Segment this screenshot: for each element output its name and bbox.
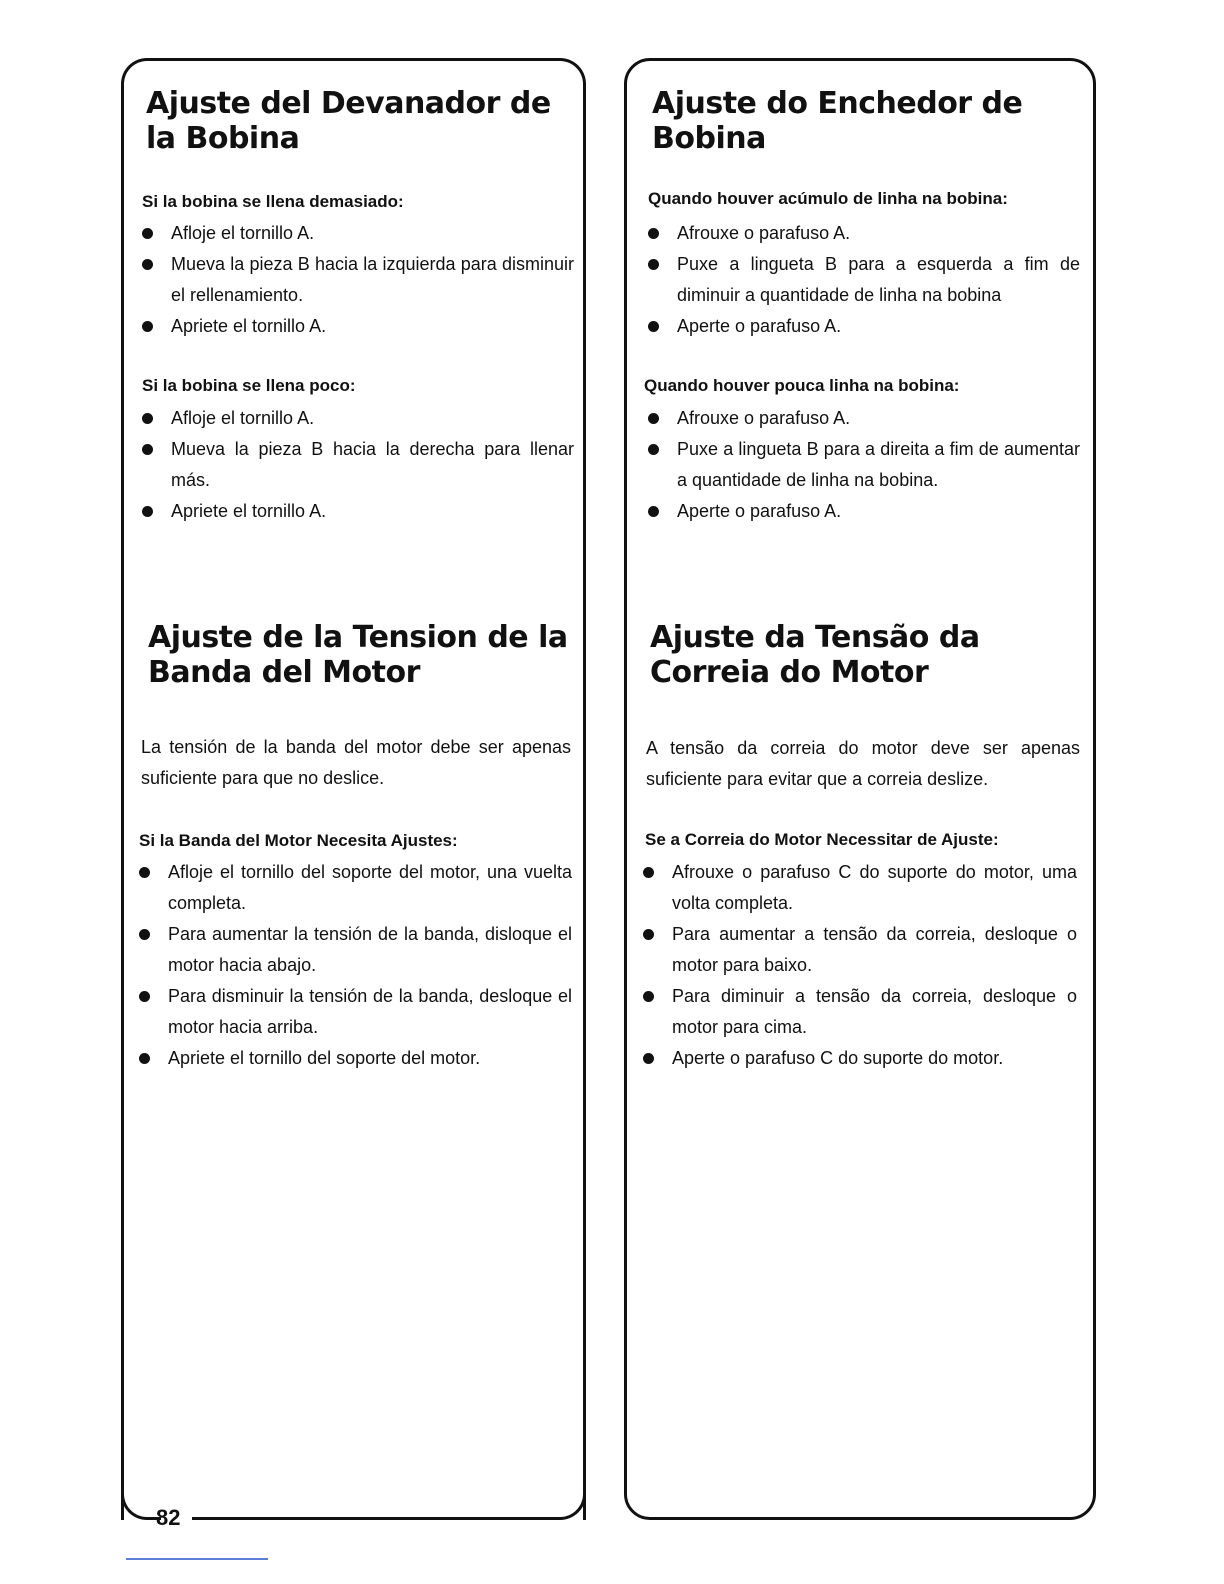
left-group2-heading: Si la bobina se llena poco: [142, 376, 356, 395]
list-item: Afrouxe o parafuso A. [645, 218, 1080, 249]
list-item: Afrouxe o parafuso C do suporte do motor, uma volta completa. [640, 857, 1077, 919]
list-item: Afloje el tornillo A. [139, 218, 574, 249]
left-frame-bottom-mask [121, 1440, 586, 1484]
list-item: Apriete el tornillo del soporte del motor. [136, 1043, 572, 1074]
right-group2-list [645, 403, 1080, 527]
title-line: Bobina [652, 121, 766, 156]
title-line: Ajuste de la Tension de la [148, 620, 568, 655]
title-line: Ajuste da Tensão da [650, 620, 980, 655]
left-section2-list [136, 857, 572, 1074]
right-section1-title [652, 86, 1082, 156]
title-line: la Bobina [146, 121, 300, 156]
list-item: Puxe a lingueta B para a direita a fim de aumentar a quantidade de linha na bobina. [645, 434, 1080, 496]
page-number: 82 [156, 1505, 181, 1530]
footer-underline [126, 1558, 268, 1560]
list-item: Para diminuir a tensão da correia, desloque o motor para cima. [640, 981, 1077, 1043]
list-item: Para disminuir la tensión de la banda, desloque el motor hacia arriba. [136, 981, 572, 1043]
right-group1-heading: Quando houver acúmulo de linha na bobina: [648, 189, 1008, 208]
right-group2-heading: Quando houver pouca linha na bobina: [644, 376, 960, 395]
list-item: Afloje el tornillo A. [139, 403, 574, 434]
list-item: Puxe a lingueta B para a esquerda a fim de diminuir a quantidade de linha na bobina [645, 249, 1080, 311]
list-item: Afloje el tornillo del soporte del motor, una vuelta completa. [136, 857, 572, 919]
left-section2-intro: La tensión de la banda del motor debe ser apenas suficiente para que no deslice. [141, 737, 571, 788]
list-item: Aperte o parafuso A. [645, 311, 1080, 342]
title-line: Correia do Motor [650, 655, 929, 690]
right-section2-list [640, 857, 1077, 1074]
list-item: Apriete el tornillo A. [139, 311, 574, 342]
list-item: Apriete el tornillo A. [139, 496, 574, 527]
list-item: Aperte o parafuso C do suporte do motor. [640, 1043, 1077, 1074]
list-item: Mueva la pieza B hacia la izquierda para disminuir el rellenamiento. [139, 249, 574, 311]
left-frame-bottom-line [192, 1517, 558, 1520]
title-line: Ajuste del Devanador de [146, 86, 551, 121]
title-line: Banda del Motor [148, 655, 420, 690]
list-item: Afrouxe o parafuso A. [645, 403, 1080, 434]
right-section2-title [650, 620, 1082, 690]
left-group1-list [139, 218, 574, 342]
left-group2-list [139, 403, 574, 527]
left-section2-title [148, 620, 580, 690]
right-section2-heading: Se a Correia do Motor Necessitar de Ajuste: [645, 830, 999, 849]
left-group1-heading: Si la bobina se llena demasiado: [142, 192, 404, 211]
list-item: Para aumentar a tensão da correia, desloque o motor para baixo. [640, 919, 1077, 981]
list-item: Para aumentar la tensión de la banda, disloque el motor hacia abajo. [136, 919, 572, 981]
right-group1-list [645, 218, 1080, 342]
list-item: Aperte o parafuso A. [645, 496, 1080, 527]
right-section2-intro: A tensão da correia do motor deve ser apenas suficiente para evitar que a correia deslize. [646, 738, 1080, 789]
list-item: Mueva la pieza B hacia la derecha para llenar más. [139, 434, 574, 496]
title-line: Ajuste do Enchedor de [652, 86, 1023, 121]
left-section2-heading: Si la Banda del Motor Necesita Ajustes: [139, 831, 458, 850]
left-section1-title [146, 86, 576, 156]
